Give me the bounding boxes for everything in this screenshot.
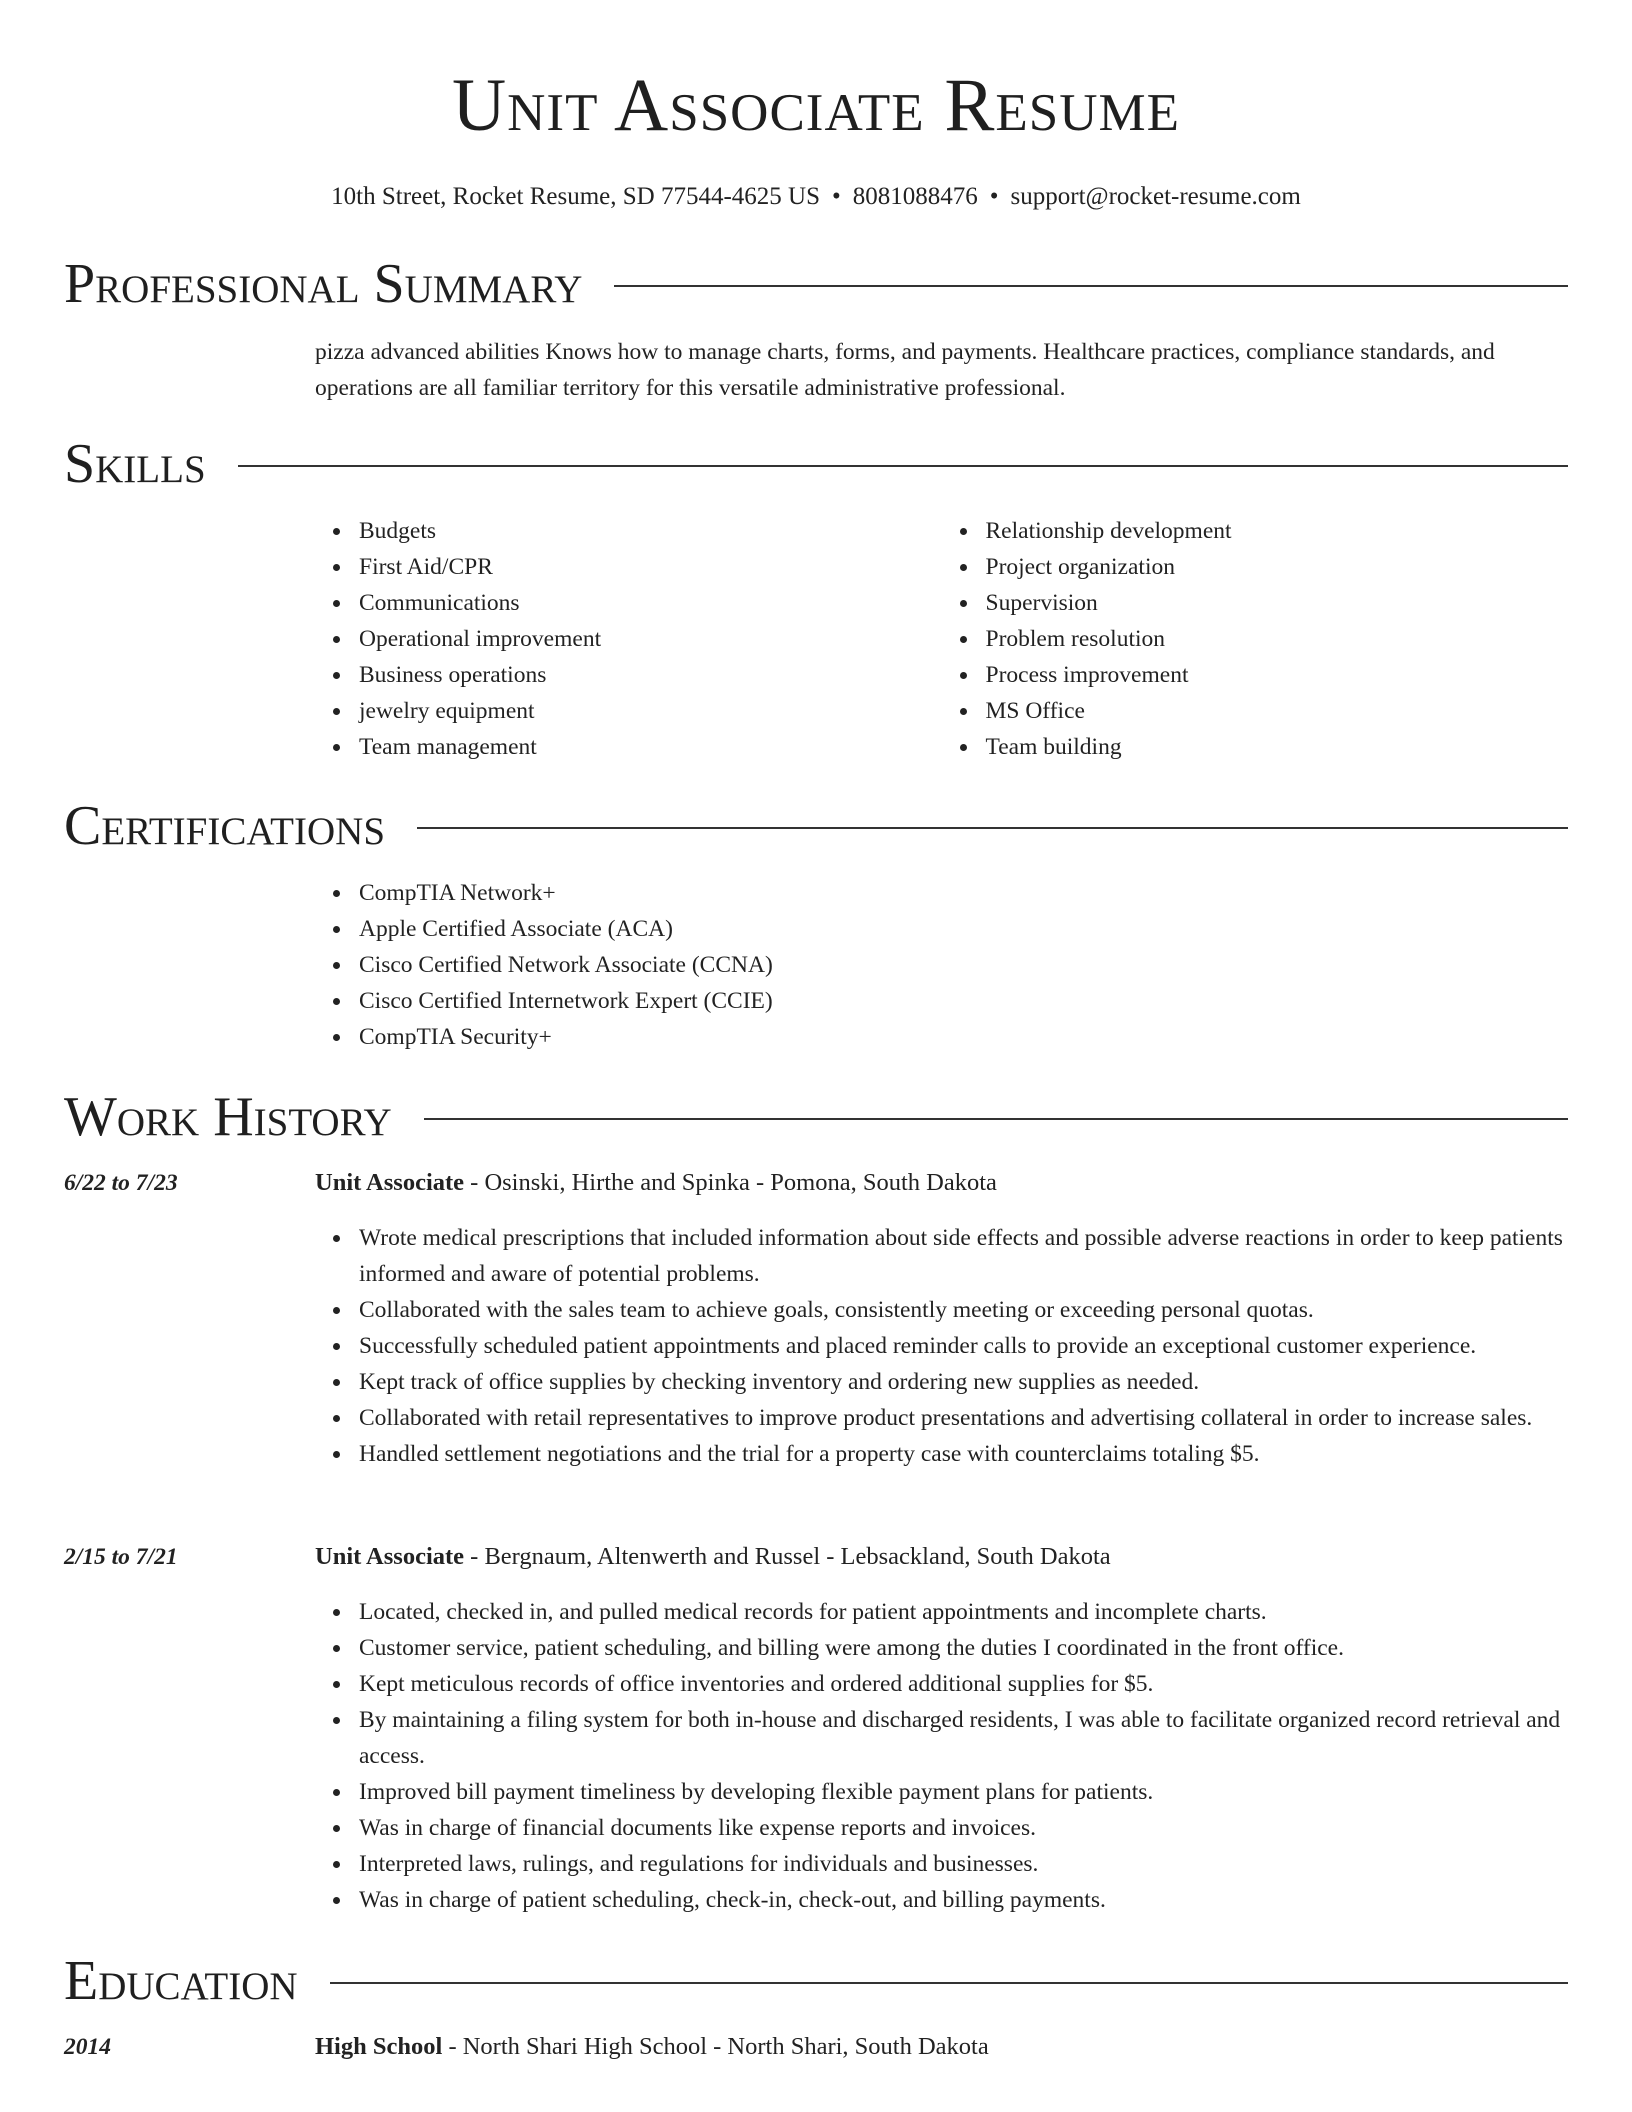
skill-item: Problem resolution bbox=[986, 621, 1569, 657]
skills-column-left bbox=[315, 513, 942, 765]
section-divider bbox=[238, 465, 1568, 467]
job-bullet: Collaborated with retail representatives to improve product presentations and advertising collateral in order to increase sales. bbox=[359, 1400, 1568, 1436]
section-divider bbox=[614, 285, 1568, 287]
skills-column-right bbox=[942, 513, 1569, 765]
certifications-block bbox=[315, 875, 1568, 1055]
section-divider bbox=[330, 1982, 1568, 1984]
certifications-section-header bbox=[64, 794, 1568, 858]
email-link[interactable]: support@rocket-resume.com bbox=[1010, 183, 1301, 210]
summary-text: pizza advanced abilities Knows how to manage charts, forms, and payments. Healthcare practices, compliance standards, and operations are all familiar territory for this versatile administrative professional. bbox=[315, 339, 1495, 401]
job-bullet: Handled settlement negotiations and the trial for a property case with counterclaims totaling $5. bbox=[359, 1436, 1568, 1472]
phone: 8081088476 bbox=[852, 183, 978, 210]
section-divider bbox=[417, 827, 1568, 829]
education-section-header bbox=[64, 1949, 1568, 2013]
job-dates: 2/15 to 7/21 bbox=[64, 1544, 178, 1570]
education-heading-line bbox=[315, 2029, 1568, 2065]
skill-item: Relationship development bbox=[986, 513, 1569, 549]
job-bullet: Was in charge of financial documents like expense reports and invoices. bbox=[359, 1810, 1568, 1846]
certification-item: Apple Certified Associate (ACA) bbox=[359, 911, 1568, 947]
separator: • bbox=[832, 183, 841, 210]
job-bullet: Located, checked in, and pulled medical records for patient appointments and incomplete charts. bbox=[359, 1594, 1568, 1630]
skill-item: Team building bbox=[986, 729, 1569, 765]
job-bullet: Was in charge of patient scheduling, check-in, check-out, and billing payments. bbox=[359, 1882, 1568, 1918]
skill-item: First Aid/CPR bbox=[359, 549, 942, 585]
job-bullet: Interpreted laws, rulings, and regulations for individuals and businesses. bbox=[359, 1846, 1568, 1882]
job-bullets-block bbox=[315, 1594, 1568, 1918]
skill-item: Business operations bbox=[359, 657, 942, 693]
job-bullet: Collaborated with the sales team to achieve goals, consistently meeting or exceeding personal quotas. bbox=[359, 1292, 1568, 1328]
skill-item: Supervision bbox=[986, 585, 1569, 621]
skill-item: Operational improvement bbox=[359, 621, 942, 657]
resume-title: Unit Associate Resume bbox=[451, 64, 1180, 147]
job-heading bbox=[315, 1165, 1568, 1201]
job-bullet: Customer service, patient scheduling, and billing were among the duties I coordinated in the front office. bbox=[359, 1630, 1568, 1666]
job-title: Unit Associate bbox=[315, 1543, 465, 1570]
job-bullet: Improved bill payment timeliness by developing flexible payment plans for patients. bbox=[359, 1774, 1568, 1810]
skill-item: Team management bbox=[359, 729, 942, 765]
education-year: 2014 bbox=[64, 2034, 111, 2060]
skill-item: Process improvement bbox=[986, 657, 1569, 693]
job-bullet: By maintaining a filing system for both in-house and discharged residents, I was able to facilitate organized record retrieval and access. bbox=[359, 1702, 1568, 1774]
education-heading: Education bbox=[64, 1950, 298, 2012]
skill-item: MS Office bbox=[986, 693, 1569, 729]
separator: • bbox=[989, 183, 999, 210]
job-bullet: Kept track of office supplies by checking inventory and ordering new supplies as needed. bbox=[359, 1364, 1568, 1400]
skill-item: jewelry equipment bbox=[359, 693, 942, 729]
address: 10th Street, Rocket Resume, SD 77544-4625 US bbox=[331, 183, 821, 210]
job-dates: 6/22 to 7/23 bbox=[64, 1170, 178, 1196]
skills-heading: Skills bbox=[64, 433, 206, 495]
summary-block bbox=[315, 334, 1568, 406]
certification-item: Cisco Certified Network Associate (CCNA) bbox=[359, 947, 1568, 983]
job-bullets bbox=[315, 1594, 1568, 1918]
skills-section-header bbox=[64, 432, 1568, 496]
section-divider bbox=[424, 1118, 1568, 1120]
job-bullets-block bbox=[315, 1220, 1568, 1472]
summary-heading: Professional Summary bbox=[64, 253, 583, 315]
certifications-heading: Certifications bbox=[64, 795, 386, 857]
summary-section-header bbox=[64, 252, 1568, 316]
skills-list bbox=[315, 513, 1568, 765]
certification-item: Cisco Certified Internetwork Expert (CCIE) bbox=[359, 983, 1568, 1019]
education-degree: High School bbox=[315, 2033, 443, 2060]
job-bullet: Wrote medical prescriptions that included information about side effects and possible adverse reactions in order to keep patients informed and aware of potential problems. bbox=[359, 1220, 1568, 1292]
certifications-list bbox=[315, 875, 1568, 1055]
skill-item: Communications bbox=[359, 585, 942, 621]
skill-item: Project organization bbox=[986, 549, 1569, 585]
job-bullet: Kept meticulous records of office inventories and ordered additional supplies for $5. bbox=[359, 1666, 1568, 1702]
job-bullets bbox=[315, 1220, 1568, 1472]
job-bullet: Successfully scheduled patient appointments and placed reminder calls to provide an exceptional customer experience. bbox=[359, 1328, 1568, 1364]
certification-item: CompTIA Network+ bbox=[359, 875, 1568, 911]
job-employer: - Osinski, Hirthe and Spinka - Pomona, South Dakota bbox=[464, 1169, 997, 1196]
contact-line bbox=[0, 182, 1632, 212]
job-employer: - Bergnaum, Altenwerth and Russel - Lebsackland, South Dakota bbox=[464, 1543, 1111, 1570]
education-school: - North Shari High School - North Shari, South Dakota bbox=[442, 2033, 989, 2060]
job-heading bbox=[315, 1539, 1568, 1575]
skill-item: Budgets bbox=[359, 513, 942, 549]
work-heading: Work History bbox=[64, 1086, 392, 1148]
certification-item: CompTIA Security+ bbox=[359, 1019, 1568, 1055]
job-title: Unit Associate bbox=[315, 1169, 465, 1196]
work-section-header bbox=[64, 1085, 1568, 1149]
